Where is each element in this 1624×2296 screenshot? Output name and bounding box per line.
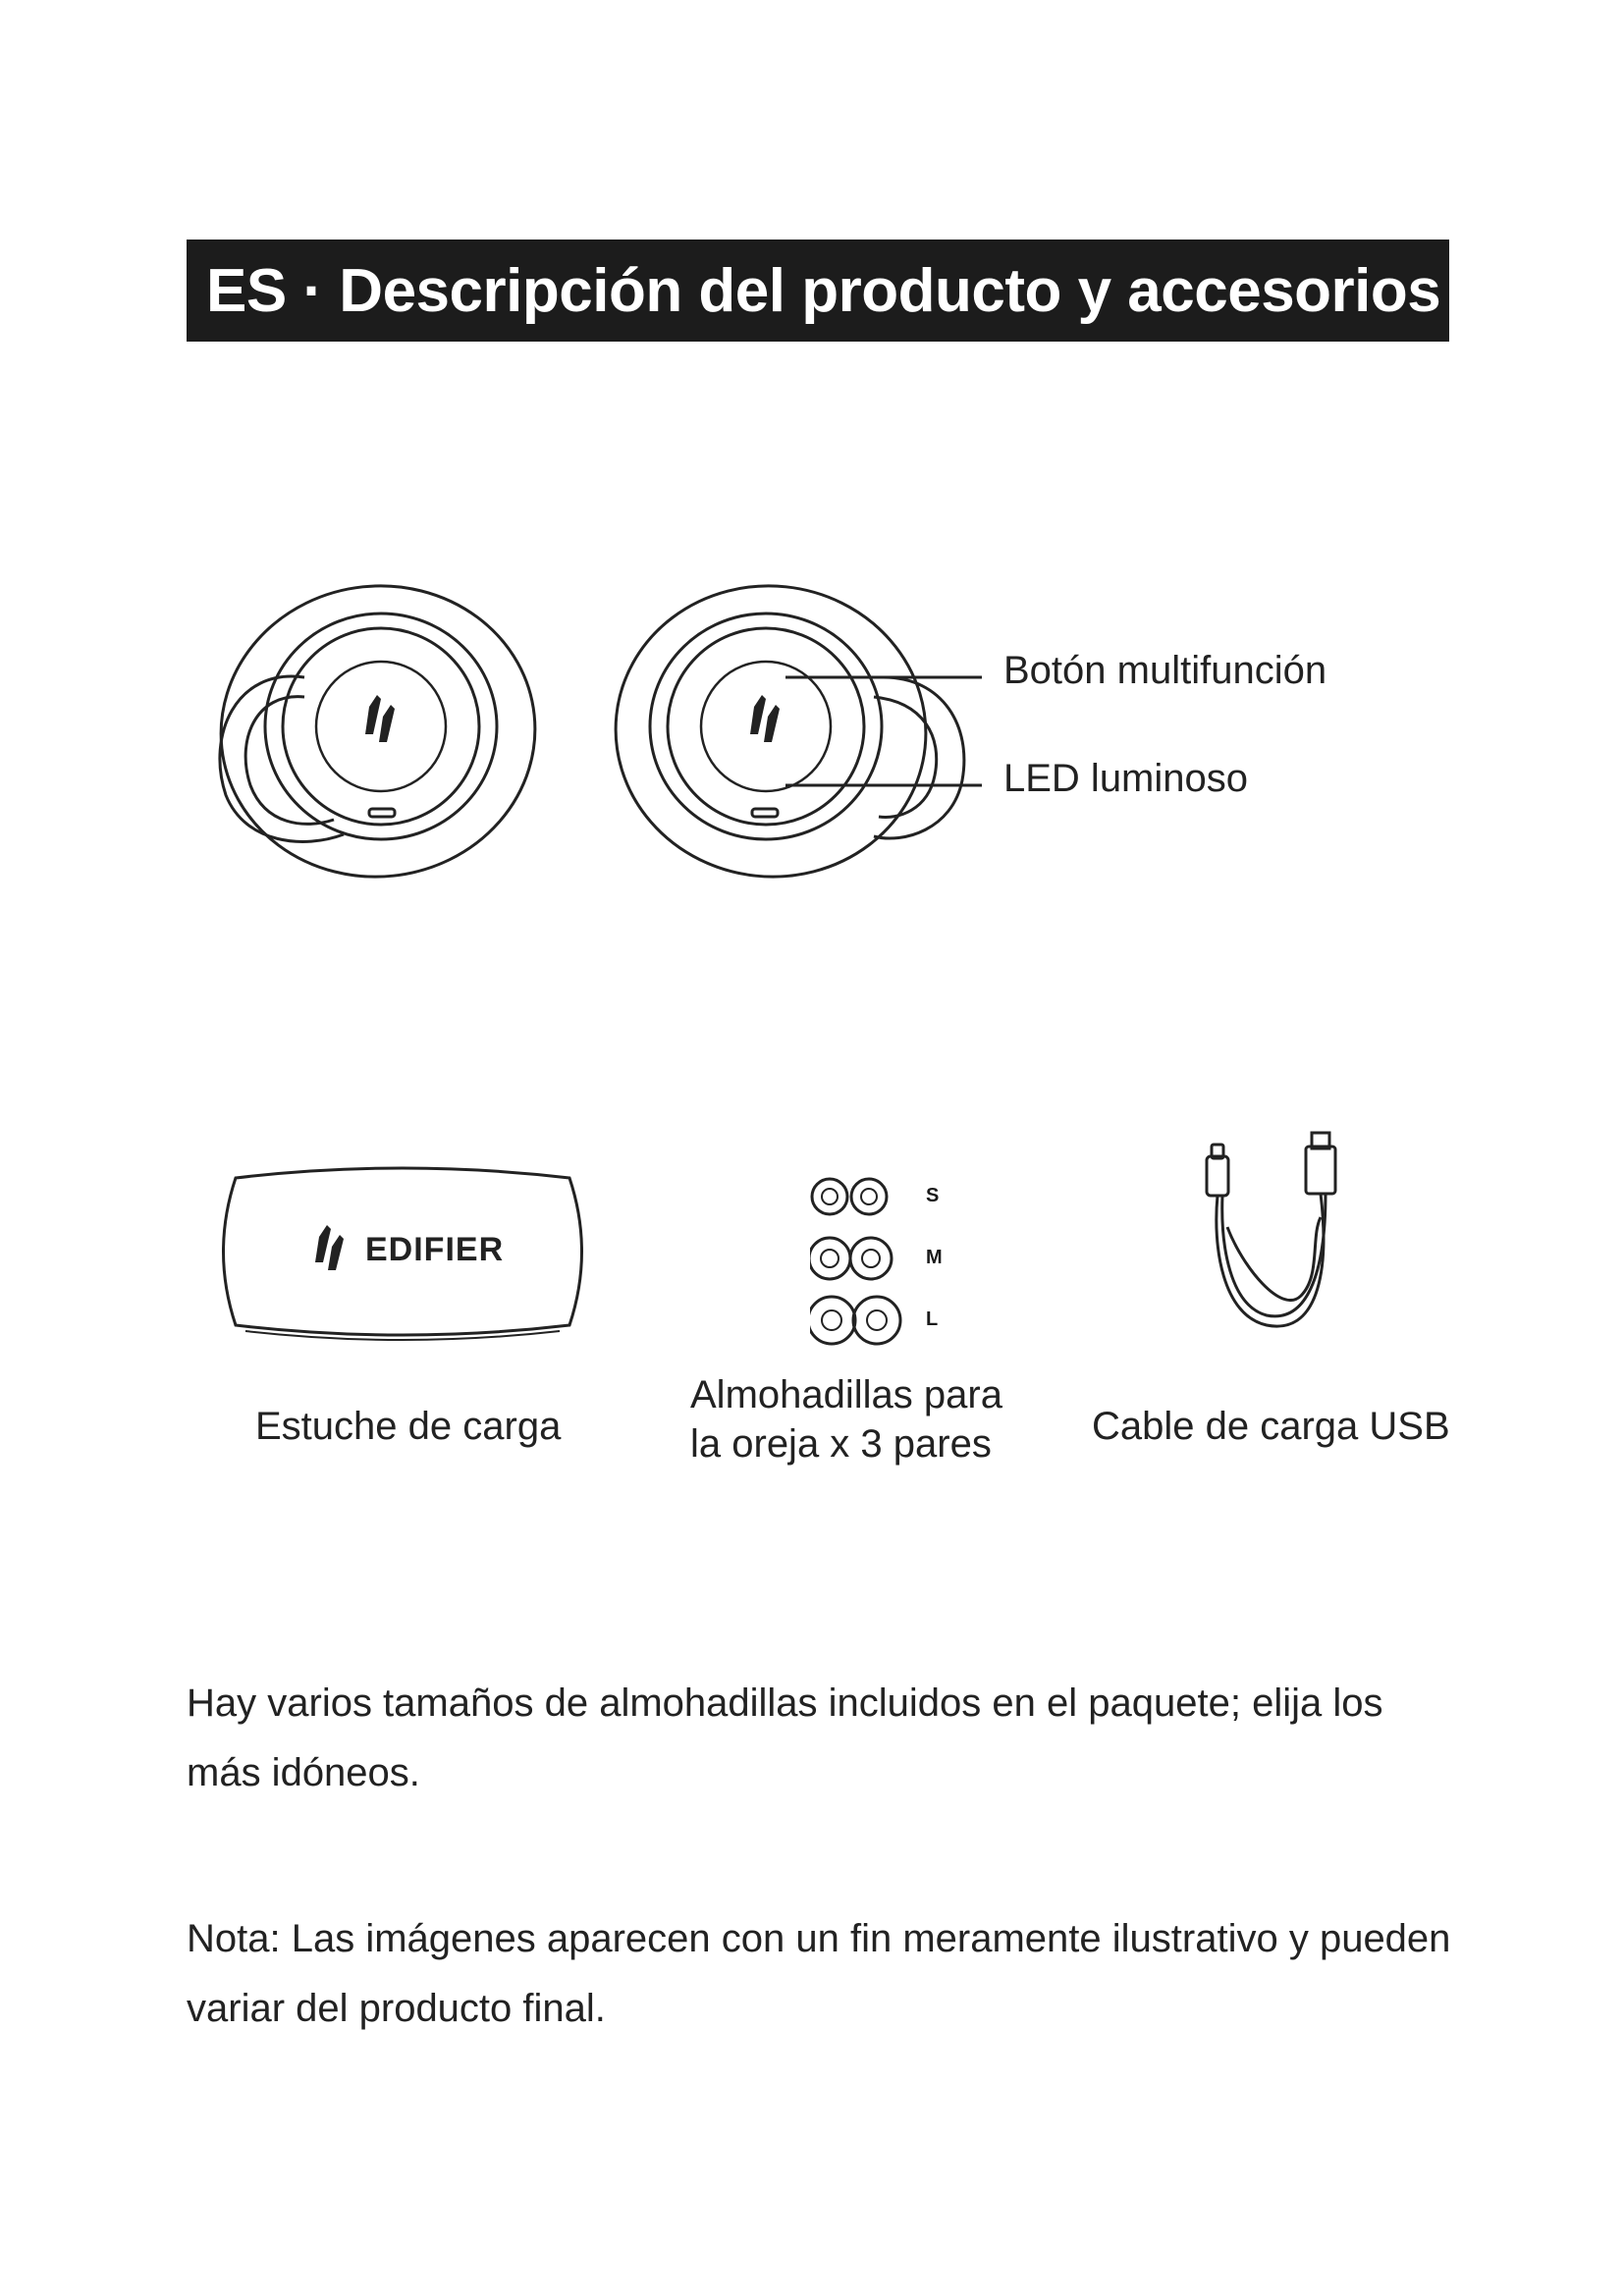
ear-tips-illustration	[810, 1173, 957, 1350]
right-logo-icon	[750, 695, 780, 742]
ear-tip-size-m: M	[926, 1247, 943, 1268]
ear-tips-label	[690, 1370, 1002, 1468]
earbuds-drawing	[196, 569, 1198, 883]
case-brand-text: EDIFIER	[365, 1231, 505, 1268]
callout-led-label: LED luminoso	[1003, 757, 1249, 800]
section-header	[187, 240, 1449, 342]
ear-tips-label-line2: la oreja x 3 pares	[690, 1422, 992, 1466]
usb-cable-label: Cable de carga USB	[1092, 1405, 1450, 1448]
charging-case-label: Estuche de carga	[255, 1405, 562, 1448]
ear-tip-size-s: S	[926, 1185, 940, 1206]
left-earbud-led	[369, 809, 395, 817]
charging-case-illustration	[216, 1158, 589, 1345]
ear-tips-label-line1: Almohadillas para	[690, 1373, 1002, 1416]
usb-a-connector	[1306, 1147, 1335, 1194]
right-earbud-led	[752, 809, 778, 817]
left-logo-icon	[365, 695, 395, 742]
case-logo-icon	[315, 1225, 344, 1270]
ear-tips-note: Hay varios tamaños de almohadillas incluidos en el paquete; elija los más idóneos.	[187, 1682, 1383, 1794]
usb-cable-illustration	[1183, 1129, 1380, 1355]
ear-tip-size-l: L	[926, 1308, 939, 1330]
page-title: ES · Descripción del producto y accesorios	[206, 256, 1441, 325]
callout-button-label: Botón multifunción	[1003, 649, 1327, 692]
usb-c-connector	[1207, 1156, 1228, 1196]
cable-loop	[1217, 1194, 1324, 1326]
earbuds-illustration	[196, 569, 1198, 883]
right-earbud-wing	[874, 677, 964, 838]
illustration-disclaimer: Nota: Las imágenes aparecen con un fin meramente ilustrativo y pueden variar del producto final.	[187, 1917, 1451, 2030]
